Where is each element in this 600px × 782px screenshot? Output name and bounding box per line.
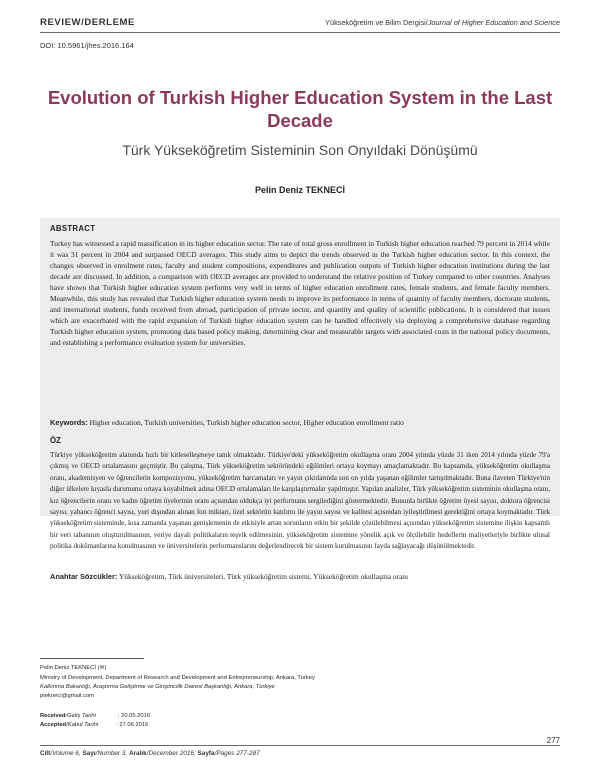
journal-name-tr: Yükseköğretim ve Bilim Dergisi/ <box>325 18 428 27</box>
sayfa-label: Sayfa <box>197 750 215 757</box>
running-header <box>40 17 560 31</box>
doi: DOI: 10.5961/jhes.2016.164 <box>40 41 134 50</box>
accepted-date-value: : 27.06.2016 <box>116 722 149 728</box>
journal-name <box>325 18 560 27</box>
accepted-date <box>40 721 460 730</box>
article-subtitle: Türk Yükseköğretim Sisteminin Son Onyıldaki Dönüşümü <box>122 142 478 158</box>
section-label: REVIEW/DERLEME <box>40 17 135 28</box>
keywords-label: Keywords: <box>50 418 88 427</box>
aralik-label: Aralık <box>128 750 147 757</box>
number-text: /Number 3, <box>95 750 129 757</box>
received-label: Received <box>40 713 66 719</box>
footer-divider <box>40 745 560 746</box>
received-date <box>40 712 460 721</box>
abstract-keywords <box>50 417 550 428</box>
received-date-value: : 20.05.2016 <box>117 713 151 719</box>
affiliation-tr-text: Kalkınma Bakanlığı, Araştırma Geliştirme ve Girişimcilik Dairesi Başkanlığı, Ankara, Türkiye <box>40 684 275 690</box>
page-number: 277 <box>546 736 560 745</box>
oz-keywords <box>50 571 550 582</box>
anahtar-text: Yükseköğretim, Türk üniversiteleri, Türk yükseköğretim sistemi, Yükseköğretim okullaşma oranı <box>118 572 409 581</box>
accepted-label-tr: /Kabul Tarihi <box>66 722 99 728</box>
journal-name-en: Journal of Higher Education and Science <box>427 18 560 27</box>
abstract-heading: ABSTRACT <box>50 224 96 233</box>
citation-footer <box>40 750 260 757</box>
accepted-label: Accepted <box>40 722 67 728</box>
abstract-text: Turkey has witnessed a rapid massification in its higher education sector. The rate of total gross enrollment in Turkish higher education reached 79 percent in 2014 while it was 31 percent in 2004 and surpassed OECD averages. This study aims to depict the trends observed in the Turkish higher education sector. In this context, the changes observed in enrolment rates, faculty and student compositions, expenditures and publication outputs of Turkish higher education institutions during the last decade are discussed. In addition, a comparison with OECD averages are provided to understand the relative position of Turkey compared to other countries. Analyses have shown that Turkish higher education system performs very well in terms of higher education enrollment rates, female students, and female faculty members. Meanwhile, this study has revealed that Turkish higher education system needs to improve its performance in terms of quantity of faculty members, doctorate students, and international students, funds received from abroad, participation of private sector, and quantity and quality of scientific publications. It is considered that issues which are exacerbated with the rapid expansion of Turkish higher education system can be handled effectively via deploying a comprehensive database regarding Turkish higher education system, promoting data based policy making, determining clear and measurable targets with associated costs in the national policy documents, and establishing a performance evaluation system for universities. <box>50 239 550 348</box>
footnote-affiliation-en: Ministry of Development, Department of Research and Development and Entrepreneurship, Ankara, Turkey <box>40 675 315 681</box>
pages-text: /Pages 277-287 <box>214 750 260 757</box>
footnote-author: Pelin Deniz TEKNECİ (✉) <box>40 665 107 671</box>
header-divider <box>40 32 560 33</box>
anahtar-label: Anahtar Sözcükler: <box>50 572 118 581</box>
footnote-affiliation-tr <box>40 683 460 692</box>
december-text: /December 2016; <box>146 750 198 757</box>
volume-text: /Volume 6, <box>50 750 83 757</box>
article-title: Evolution of Turkish Higher Education System in the Last Decade <box>47 87 553 131</box>
oz-text: Türkiye yükseköğretim alanında hızlı bir kitleselleşmeye tanık olmaktadır. Türkiye'deki yükseköğretim okullaşma oranı 2004 yılında yüzde 31 iken 2014 yılında yüzde 79'a çıkmış ve OECD ortalamasını geçmiştir. Bu çalışma, Türk yükseköğretim sektöründeki eğilimleri ortaya koymayı amaçlamaktadır. Bu kapsamda, yükseköğretim okullaşma oranı, akademisyen ve öğrencilerin kompozisyonu, yükseköğretim harcamaları ve yayın çıktılarında son on yılda yaşanan eğilimler tartışılmaktadır. Buna ilaveten Türkiye'nin diğer ülkelere kıyasla durumunu ortaya koyabilmek adına OECD ortalamaları ile karşılaştırmalar yapılmıştır. Yapılan analizler, Türk yükseköğretim sisteminin okullaşma oranı, kız öğrencilerin oranı ve kadın öğretim üyelerinin oranı açısından oldukça iyi performans sergilediğini göstermektedir. Bununla birlikte öğretim üyesi sayısı, doktora öğrencisi sayısı, yabancı öğrenci sayısı, yurt dışından alınan fon miktarı, özel sektörün katılımı ile yayın sayısı ve kalitesi açısından iyileştirilmesi gerektiğini ortaya koymaktadır. Türk yükseköğretim sisteminde, kısa zamanda yaşanan genişlemenin de etkisiyle artan sorunların etkin bir şekilde çözülebilmesi açısından yükseköğretim sistemine ilişkin kapsamlı bir veri tabanının oluşturulmasının, veriye dayalı politikaların teşvik edilmesinin, yükseköğretim sistemine yönelik açık ve ölçülebilir hedeflerin maliyetleriyle birlikte ulusal politika dokümanlarına konulmasının ve üniversitelerin performanslarını değerlendirecek bir sistem kurulmasının fayda sağlayacağı düşünülmektedir. <box>50 451 550 551</box>
author-name: Pelin Deniz TEKNECİ <box>254 185 345 195</box>
keywords-text: Higher education, Turkish universities, Turkish higher education sector, Higher education enrollment ratio <box>89 418 404 427</box>
footnote-divider <box>40 658 144 659</box>
oz-heading: ÖZ <box>50 436 61 445</box>
cilt-label: Cilt <box>40 750 51 757</box>
sayi-label: Sayı <box>82 750 96 757</box>
footnote-email[interactable]: ptekneci@gmail.com <box>40 693 94 699</box>
received-label-tr: /Geliş Tarihi <box>65 713 96 719</box>
